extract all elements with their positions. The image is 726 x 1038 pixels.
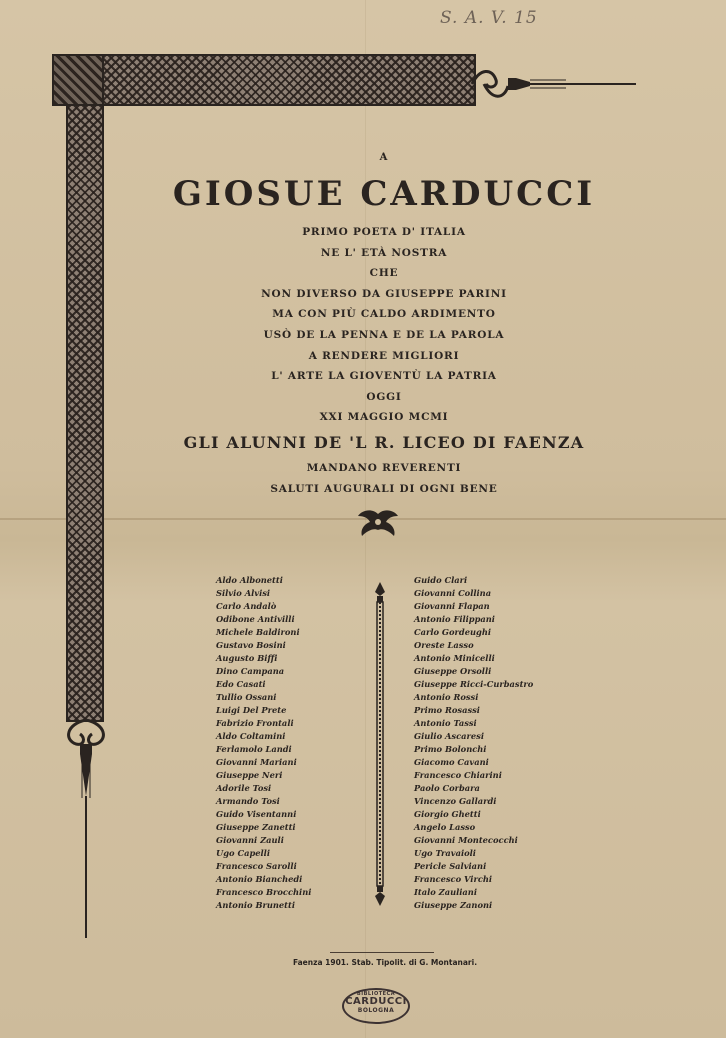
stamp-sub-text: BOLOGNA xyxy=(357,1007,395,1014)
list-item: Carlo Gordeughi xyxy=(414,627,492,637)
dedication-line: L' ARTE LA GIOVENTÙ LA PATRIA xyxy=(271,370,497,383)
dedication-line: OGGI xyxy=(366,390,402,403)
list-item: Edo Casati xyxy=(216,679,266,689)
list-item: Fabrizio Frontali xyxy=(216,718,294,728)
list-item: Silvio Alvisi xyxy=(216,588,271,598)
list-item: Giovanni Flapan xyxy=(414,601,490,611)
list-item: Giuseppe Orsolli xyxy=(414,666,492,676)
list-item: Francesco Brocchini xyxy=(216,887,312,897)
list-item: Giovanni Mariani xyxy=(216,757,297,767)
list-item: Vincenzo Gallardi xyxy=(414,796,497,806)
list-item: Pericle Salviani xyxy=(414,861,487,871)
dedication-line: NON DIVERSO DA GIUSEPPE PARINI xyxy=(261,287,507,300)
list-item: Giovanni Collina xyxy=(414,588,492,598)
dedication-line: A RENDERE MIGLIORI xyxy=(308,349,460,362)
list-item: Antonio Bianchedi xyxy=(216,874,303,884)
list-item: Francesco Chiarini xyxy=(414,770,502,780)
stamp-main-text: CARDUCCI xyxy=(345,996,407,1007)
list-item: Dino Campana xyxy=(216,666,285,676)
dedication-line: USÒ DE LA PENNA E DE LA PAROLA xyxy=(263,328,505,341)
list-item: Adorile Tosi xyxy=(216,783,272,793)
library-stamp xyxy=(342,988,410,1024)
list-item: Giovanni Zauli xyxy=(216,835,284,845)
list-item: Augusto Biffi xyxy=(216,653,278,663)
names-list-left xyxy=(216,574,311,912)
list-item: Antonio Rossi xyxy=(414,692,479,702)
list-item: Carlo Andalò xyxy=(216,601,277,611)
list-item: Paolo Corbara xyxy=(414,783,480,793)
list-item: Giuseppe Ricci-Curbastro xyxy=(414,679,534,689)
list-item: Aldo Albonetti xyxy=(216,575,283,585)
list-item: Oreste Lasso xyxy=(414,640,474,650)
dedication-prefix: A xyxy=(379,152,389,163)
frame-left-border xyxy=(66,104,104,722)
list-item: Luigi Del Prete xyxy=(216,705,287,715)
dedication-line: NE L' ETÀ NOSTRA xyxy=(320,246,448,259)
frame-finial-bottom-icon xyxy=(60,718,114,942)
dedication-line: CHE xyxy=(369,267,399,280)
list-item: Guido Clari xyxy=(414,575,468,585)
printer-imprint: Faenza 1901. Stab. Tipolit. di G. Montanari. xyxy=(292,958,478,967)
list-item: Francesco Virchi xyxy=(414,874,493,884)
list-item: Antonio Brunetti xyxy=(216,900,295,910)
list-item: Aldo Coltamini xyxy=(216,731,286,741)
list-item: Antonio Minicelli xyxy=(414,653,495,663)
list-item: Guido Visentanni xyxy=(216,809,297,819)
list-item: Ugo Travaioli xyxy=(414,848,476,858)
list-item: Ugo Capelli xyxy=(216,848,270,858)
stamp-arc-text: BIBLIOTECA xyxy=(356,991,396,997)
list-item: Giuseppe Zanoni xyxy=(414,900,493,910)
frame-corner xyxy=(52,54,104,106)
dedication-text xyxy=(104,222,664,499)
fleuron-ornament-icon xyxy=(356,508,400,538)
list-item: Giulio Ascaresi xyxy=(414,731,485,741)
frame-finial-right-icon xyxy=(470,64,640,104)
dedication-line: MA CON PIÙ CALDO ARDIMENTO xyxy=(272,308,496,321)
pencil-annotation: S. A. V. 15 xyxy=(440,8,538,28)
list-item: Giovanni Montecocchi xyxy=(414,835,518,845)
list-item: Antonio Tassi xyxy=(414,718,477,728)
list-item: Armando Tosi xyxy=(216,796,280,806)
dedication-line: SALUTI AUGURALI DI OGNI BENE xyxy=(270,482,498,495)
list-item: Primo Rosassi xyxy=(414,705,480,715)
list-item: Giuseppe Neri xyxy=(216,770,283,780)
frame-top-border xyxy=(52,54,476,106)
list-item: Tullio Ossani xyxy=(216,692,277,702)
dedication-line: XXI MAGGIO MCMI xyxy=(319,411,449,424)
list-item: Ferlamolo Landi xyxy=(216,744,292,754)
dedication-line: MANDANO REVERENTI xyxy=(306,461,462,474)
list-item: Italo Zauliani xyxy=(414,887,477,897)
column-divider-ornament-icon xyxy=(372,582,388,906)
poet-name-title: GIOSUE CARDUCCI xyxy=(172,174,596,214)
list-item: Giuseppe Zanetti xyxy=(216,822,296,832)
list-item: Francesco Sarolli xyxy=(216,861,297,871)
names-list-right xyxy=(414,574,533,912)
list-item: Giacomo Cavani xyxy=(414,757,489,767)
dedication-senders-line: GLI ALUNNI DE 'L R. LICEO DI FAENZA xyxy=(183,432,585,452)
list-item: Odibone Antivilli xyxy=(216,614,295,624)
list-item: Antonio Filippani xyxy=(414,614,495,624)
list-item: Michele Baldironi xyxy=(216,627,300,637)
list-item: Angelo Lasso xyxy=(414,822,476,832)
imprint-rule xyxy=(330,952,434,953)
dedication-line: PRIMO POETA D' ITALIA xyxy=(302,226,466,238)
list-item: Gustavo Bosini xyxy=(216,640,286,650)
list-item: Primo Bolonchi xyxy=(414,744,487,754)
list-item: Giorgio Ghetti xyxy=(414,809,481,819)
